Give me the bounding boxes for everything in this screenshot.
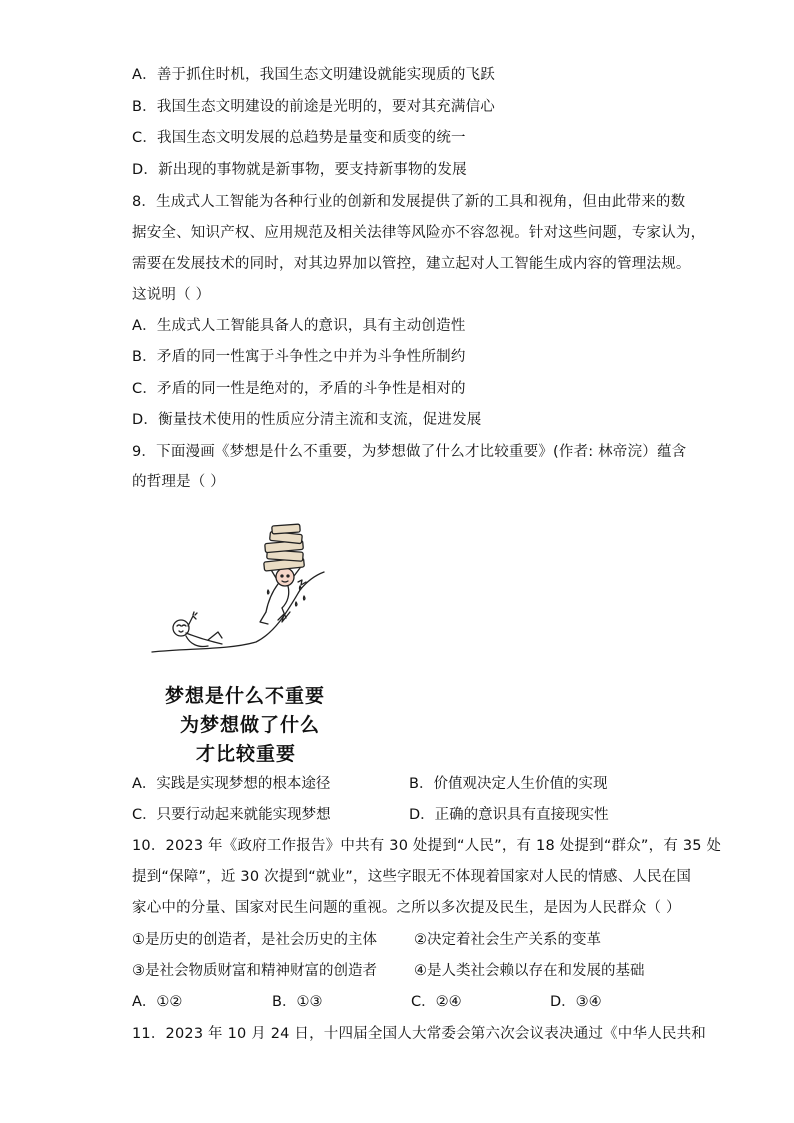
comic-caption-line: 才比较重要: [196, 743, 297, 765]
q8-stem-line: 这说明（ ）: [132, 287, 211, 303]
q10-item-4: ④是人类社会赖以存在和发展的基础: [414, 963, 645, 979]
q8-option-b: B．矛盾的同一性寓于斗争性之中并为斗争性所制约: [132, 349, 466, 365]
q10-item-2: ②决定着社会生产关系的变革: [414, 932, 601, 948]
q10-option-a: A．①②: [132, 994, 183, 1010]
q9-option-b: B．价值观决定人生价值的实现: [409, 776, 608, 792]
q10-option-b: B．①③: [272, 994, 323, 1010]
q7-option-a: A．善于抓住时机，我国生态文明建设就能实现质的飞跃: [132, 67, 495, 83]
q9-option-c: C．只要行动起来就能实现梦想: [132, 807, 331, 823]
q10-stem-line: 提到“保障”，近 30 次提到“就业”，这些字眼无不体现着国家对人民的情感、人民在国: [132, 869, 692, 885]
q10-stem-line: 家心中的分量、国家对民生问题的重视。之所以多次提及民生，是因为人民群众（ ）: [132, 900, 681, 916]
q8-stem-line: 据安全、知识产权、应用规范及相关法律等风险亦不容忽视。针对这些问题，专家认为，: [132, 225, 706, 241]
q11-stem-line: 11．2023 年 10 月 24 日，十四届全国人大常委会第六次会议表决通过《中华人民共和: [132, 1026, 706, 1042]
q10-option-c: C．②④: [411, 994, 462, 1010]
q9-option-d: D．正确的意识具有直接现实性: [409, 807, 609, 823]
q8-stem-line: 8．生成式人工智能为各种行业的创新和发展提供了新的工具和视角，但由此带来的数: [132, 194, 686, 210]
comic-caption-line: 梦想是什么不重要: [165, 685, 326, 707]
q8-option-c: C．矛盾的同一性是绝对的，矛盾的斗争性是相对的: [132, 381, 466, 397]
q9-stem-line: 的哲理是（ ）: [132, 474, 226, 490]
q7-option-b: B．我国生态文明建设的前途是光明的，要对其充满信心: [132, 99, 495, 115]
q10-option-d: D．③④: [550, 994, 602, 1010]
comic-caption-line: 为梦想做了什么: [180, 714, 321, 736]
q10-item-3: ③是社会物质财富和精神财富的创造者: [132, 963, 377, 979]
q8-option-d: D．衡量技术使用的性质应分清主流和支流，促进发展: [132, 412, 482, 428]
q7-option-d: D．新出现的事物就是新事物，要支持新事物的发展: [132, 162, 467, 178]
q9-option-a: A．实践是实现梦想的根本途径: [132, 776, 331, 792]
q10-stem-line: 10．2023 年《政府工作报告》中共有 30 处提到“人民”，有 18 处提到“群众”，有 35 处: [132, 838, 722, 854]
q9-stem-line: 9．下面漫画《梦想是什么不重要，为梦想做了什么才比较重要》(作者: 林帝浣）蕴含: [132, 444, 687, 460]
q7-option-c: C．我国生态文明发展的总趋势是量变和质变的统一: [132, 130, 466, 146]
q8-stem-line: 需要在发展技术的同时，对其边界加以管控，建立起对人工智能生成内容的管理法规。: [132, 256, 691, 272]
q8-option-a: A．生成式人工智能具备人的意识，具有主动创造性: [132, 318, 466, 334]
q10-item-1: ①是历史的创造者，是社会历史的主体: [132, 932, 377, 948]
